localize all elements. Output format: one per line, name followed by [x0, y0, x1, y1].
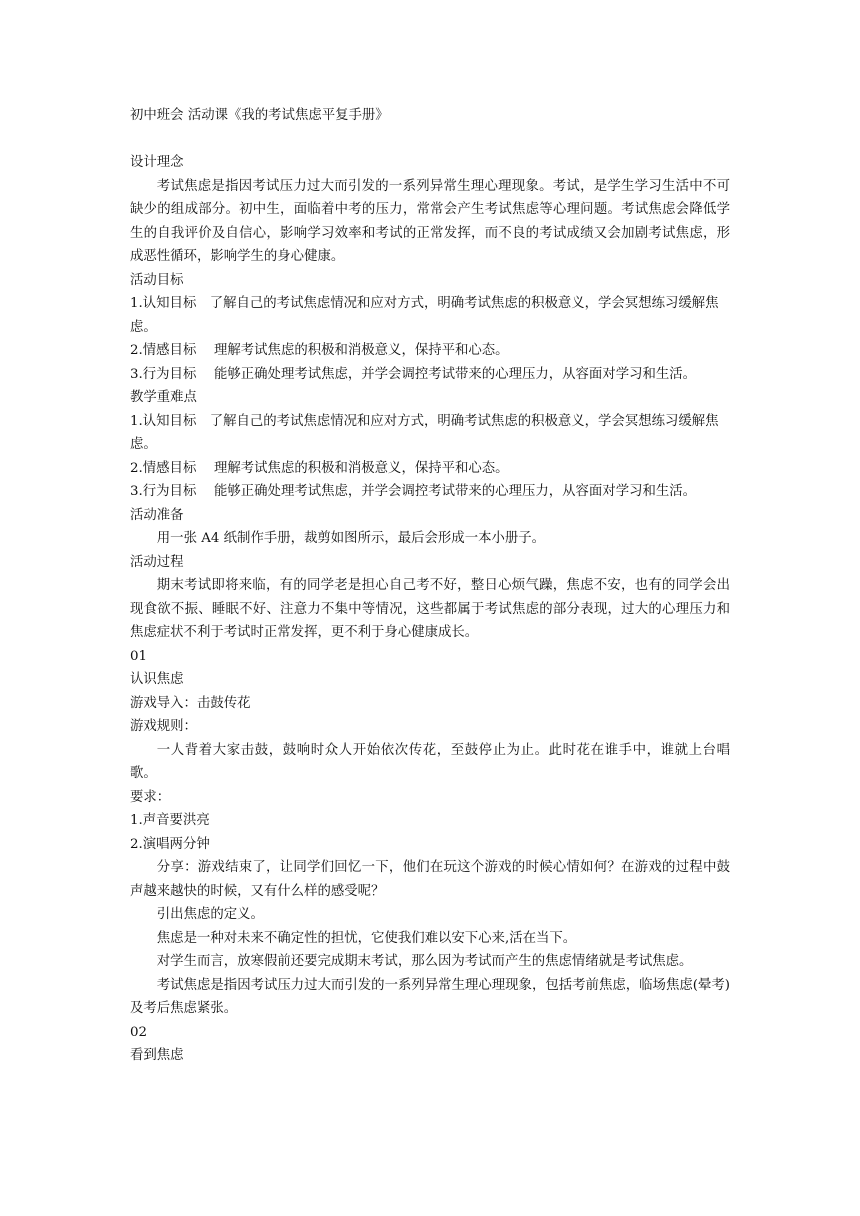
text-line: 1.认知目标 了解自己的考试焦虑情况和应对方式，明确考试焦虑的积极意义，学会冥想练习缓解焦虑。 — [130, 296, 719, 335]
section-heading: 设计理念 — [130, 155, 184, 170]
text-line: 游戏导入：击鼓传花 — [130, 695, 251, 711]
text-line: 看到焦虑 — [130, 1048, 184, 1063]
text-line: 2.情感目标 理解考试焦虑的积极和消极意义，保持平和心态。 — [130, 460, 509, 476]
section-heading: 活动准备 — [130, 507, 184, 523]
paragraph: 期末考试即将来临，有的同学老是担心自己考不好，整日心烦气躁，焦虑不安，也有的同学会出现食欲不振、睡眠不好、注意力不集中等情况，这些都属于考试焦虑的部分表现，过大的心理压力和焦虑症状不利于考试时正常发挥，更不利于身心健康成长。 — [130, 578, 730, 640]
text-line: 02 — [130, 1024, 148, 1040]
text-line: 要求： — [130, 789, 171, 805]
section-heading: 教学重难点 — [130, 390, 197, 405]
text-line: 认识焦虑 — [130, 672, 184, 687]
section-heading: 活动目标 — [130, 272, 184, 288]
section-heading: 活动过程 — [130, 554, 184, 570]
text-line: 2.情感目标 理解考试焦虑的积极和消极意义，保持平和心态。 — [130, 343, 509, 358]
blank-line — [130, 128, 730, 152]
document-body — [130, 151, 730, 1068]
paragraph: 焦虑是一种对未来不确定性的担忧，它使我们难以安下心来,活在当下。 — [156, 930, 577, 946]
document-title: 初中班会 活动课《我的考试焦虑平复手册》 — [130, 108, 389, 123]
text-line: 1.认知目标 了解自己的考试焦虑情况和应对方式，明确考试焦虑的积极意义，学会冥想练习缓解焦虑。 — [130, 413, 719, 452]
paragraph: 用一张 A4 纸制作手册，裁剪如图所示，最后会形成一本小册子。 — [156, 531, 546, 546]
text-line: 3.行为目标 能够正确处理考试焦虑，并学会调控考试带来的心理压力，从容面对学习和生活。 — [130, 366, 697, 382]
text-line: 游戏规则： — [130, 719, 197, 734]
text-line: 1.声音要洪亮 — [130, 813, 210, 828]
text-line: 2.演唱两分钟 — [130, 836, 210, 852]
paragraph: 引出焦虑的定义。 — [156, 907, 264, 922]
paragraph: 考试焦虑是指因考试压力过大而引发的一系列异常生理心理现象。考试，是学生学习生活中不可缺少的组成部分。初中生，面临着中考的压力，常常会产生考试焦虑等心理问题。考试焦虑会降低学生的自我评价及自信心，影响学习效率和考试的正常发挥，而不良的考试成绩又会加剧考试焦虑，形成恶性循环，影响学生的身心健康。 — [130, 178, 730, 264]
paragraph: 对学生而言，放寒假前还要完成期末考试，那么因为考试而产生的焦虑情绪就是考试焦虑。 — [156, 954, 693, 969]
text-line: 3.行为目标 能够正确处理考试焦虑，并学会调控考试带来的心理压力，从容面对学习和生活。 — [130, 484, 697, 499]
text-line: 01 — [130, 648, 148, 664]
paragraph: 分享：游戏结束了，让同学们回忆一下，他们在玩这个游戏的时候心情如何？在游戏的过程中鼓声越来越快的时候，又有什么样的感受呢？ — [130, 860, 730, 899]
paragraph: 考试焦虑是指因考试压力过大而引发的一系列异常生理心理现象，包括考前焦虑，临场焦虑(晕考)及考后焦虑紧张。 — [130, 977, 730, 1016]
paragraph: 一人背着大家击鼓，鼓响时众人开始依次传花，至鼓停止为止。此时花在谁手中，谁就上台唱歌。 — [130, 742, 730, 781]
